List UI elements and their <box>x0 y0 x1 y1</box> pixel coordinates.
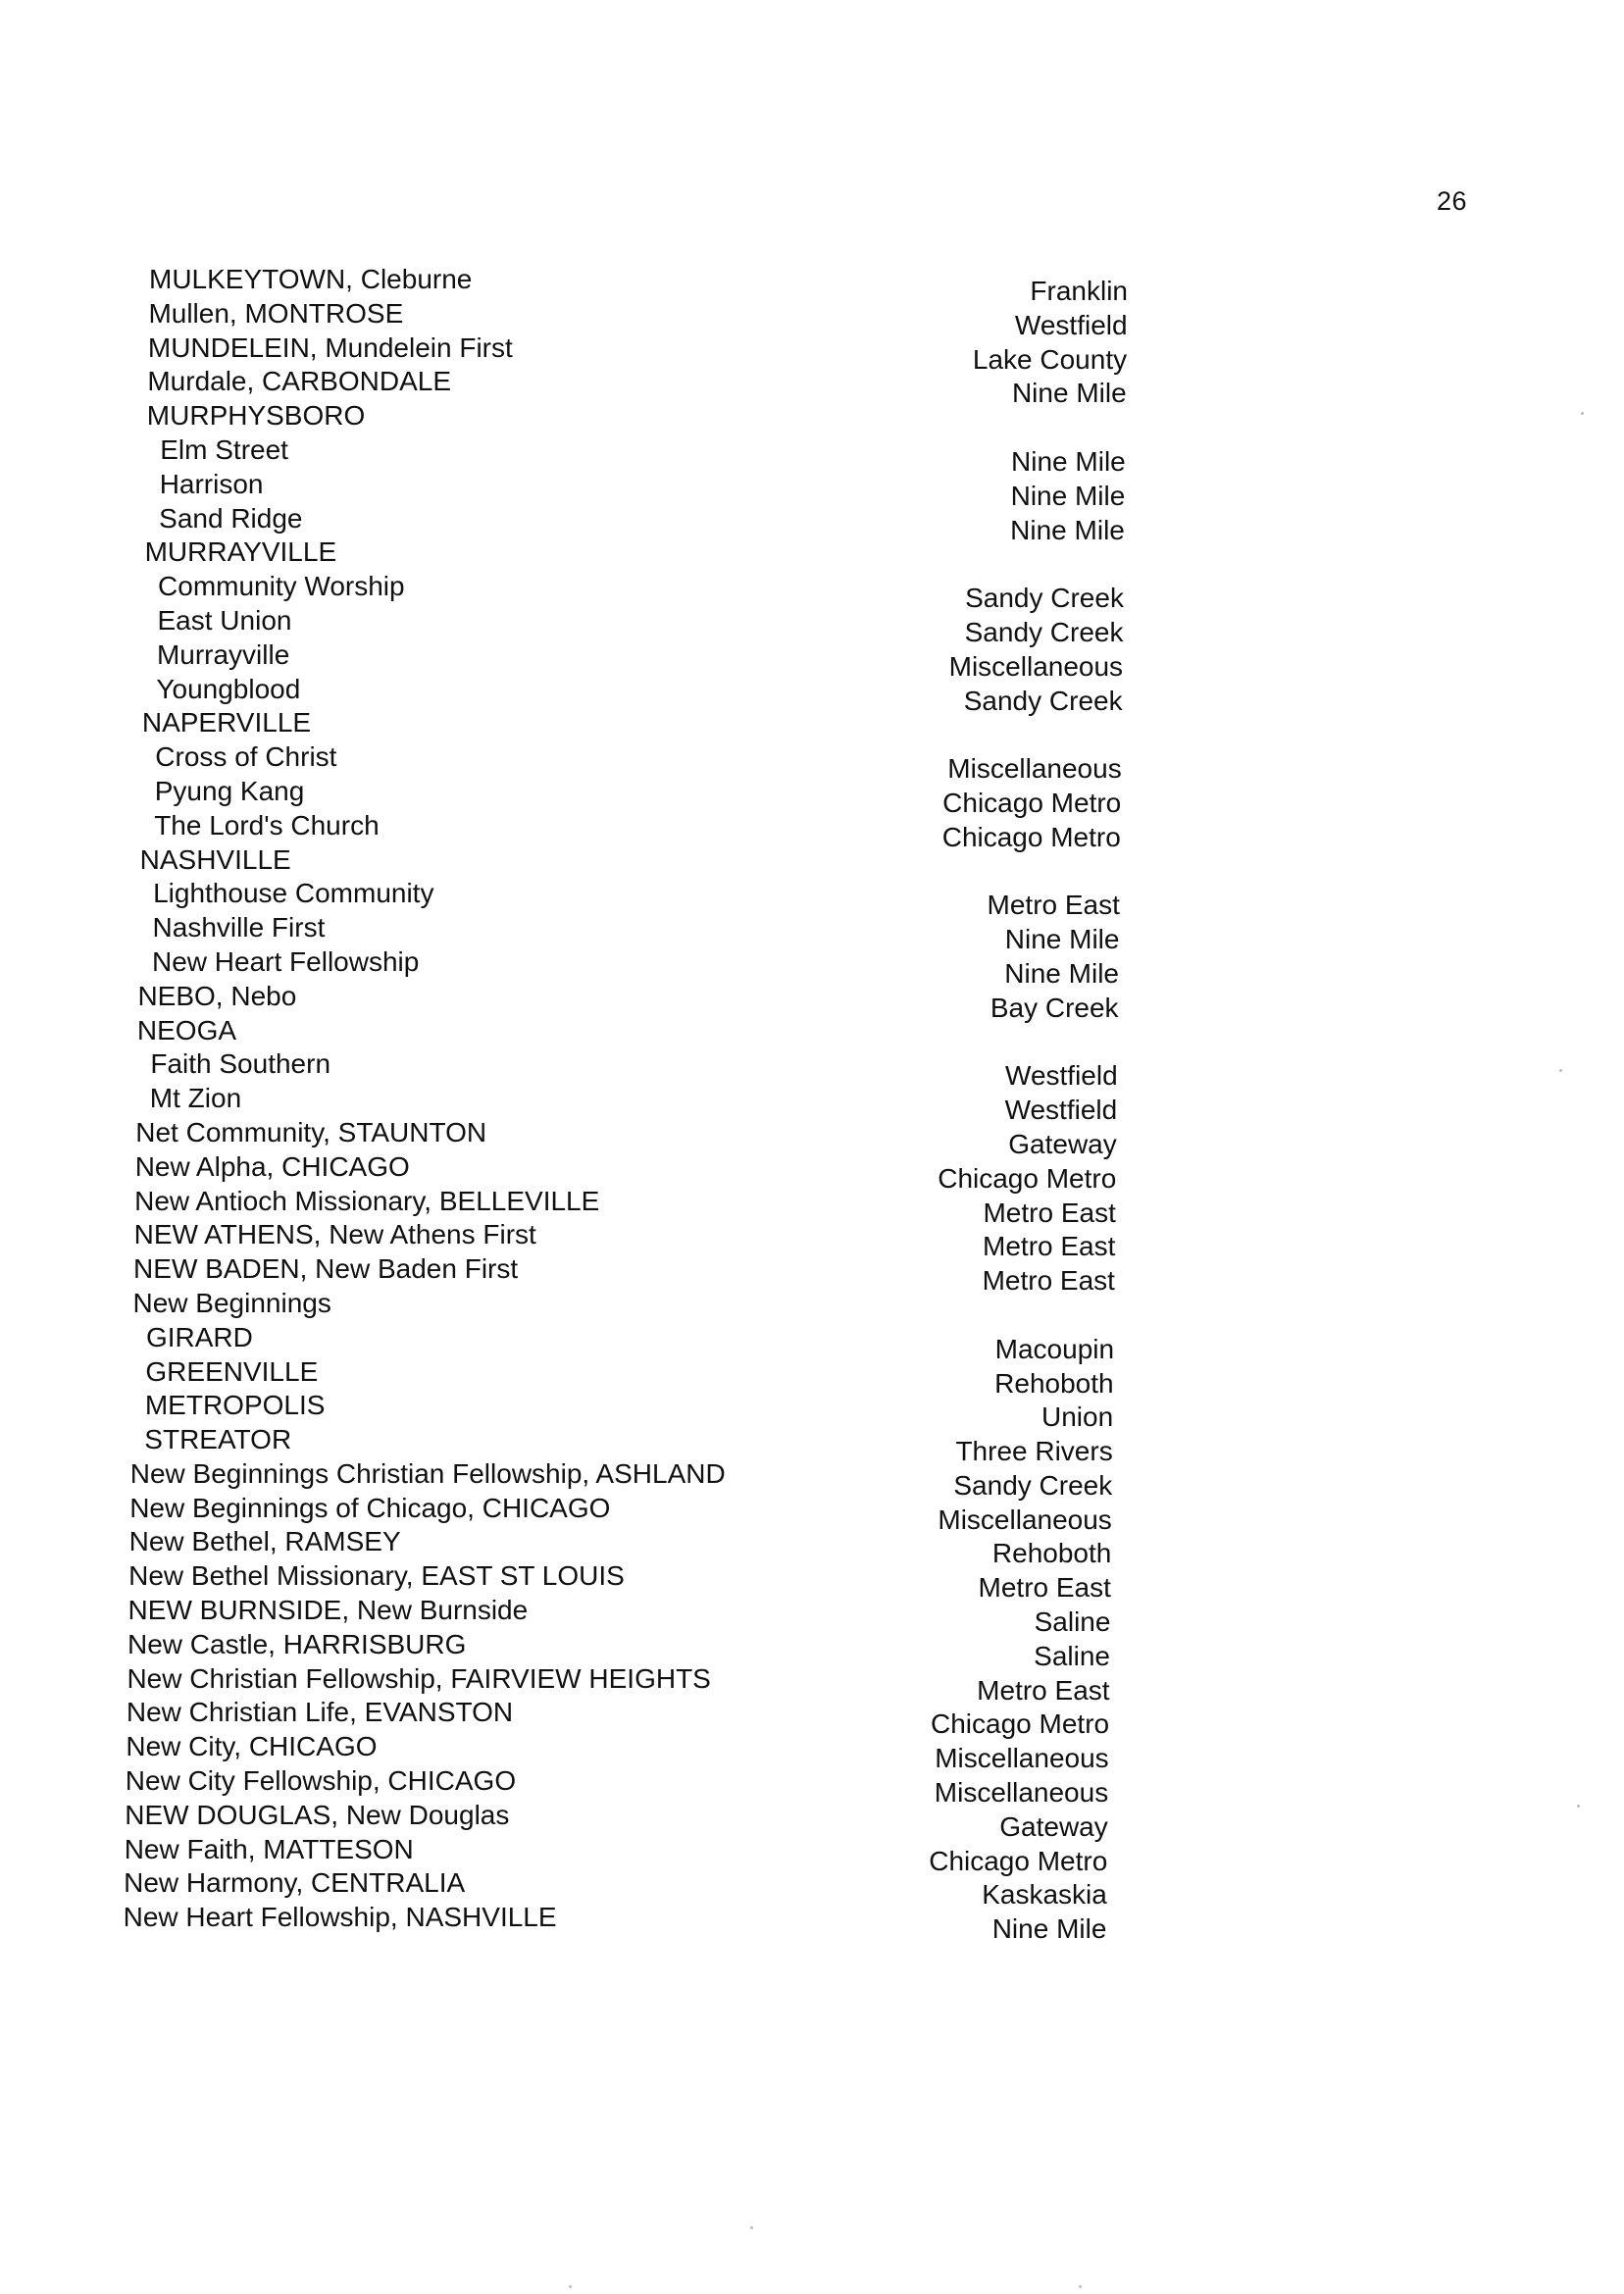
church-entry: New Harmony, CENTRALIA <box>124 1867 466 1899</box>
association-entry: Chicago Metro <box>938 1162 1117 1194</box>
church-entry: NEW BADEN, New Baden First <box>133 1253 519 1285</box>
church-sub-entry: Mt Zion <box>149 1083 242 1114</box>
scan-speck <box>750 2226 753 2229</box>
church-entry: NEOGA <box>136 1014 237 1045</box>
scan-speck <box>569 2285 572 2288</box>
church-entry: NEW BURNSIDE, New Burnside <box>127 1595 529 1626</box>
association-entry: Miscellaneous <box>947 753 1122 785</box>
church-sub-entry: GIRARD <box>145 1321 253 1352</box>
association-entry: Westfield <box>1014 309 1128 340</box>
association-entry: Chicago Metro <box>929 1845 1108 1876</box>
church-sub-entry: STREATOR <box>144 1424 292 1455</box>
church-sub-entry: Community Worship <box>158 571 405 602</box>
scan-speck <box>1079 2285 1082 2288</box>
association-entry: Sandy Creek <box>953 1469 1113 1501</box>
association-entry: Chicago Metro <box>941 821 1121 852</box>
scan-speck <box>1559 1069 1562 1072</box>
association-entry: Three Rivers <box>955 1436 1113 1467</box>
church-entry: MURRAYVILLE <box>144 536 337 568</box>
church-sub-entry: Cross of Christ <box>155 741 337 773</box>
association-entry: Nine Mile <box>1010 514 1125 545</box>
scan-speck <box>1581 412 1584 415</box>
church-sub-entry: Lighthouse Community <box>153 878 434 909</box>
association-entry: Gateway <box>1008 1128 1117 1159</box>
church-entry: New City, CHICAGO <box>126 1731 378 1762</box>
association-entry: Rehoboth <box>991 1538 1112 1569</box>
association-entry: Lake County <box>972 343 1128 375</box>
church-entry: NEW DOUGLAS, New Douglas <box>125 1799 510 1830</box>
association-entry: Metro East <box>983 1197 1116 1228</box>
association-entry: Miscellaneous <box>934 1777 1109 1809</box>
scan-speck <box>1577 1805 1580 1808</box>
page-number: 26 <box>1436 186 1467 216</box>
association-entry: Westfield <box>1005 1060 1118 1092</box>
church-sub-entry: Pyung Kang <box>154 775 305 806</box>
church-entry: New Faith, MATTESON <box>124 1833 414 1864</box>
row-spacer <box>843 547 1124 582</box>
association-entry: Nine Mile <box>1004 924 1120 955</box>
association-entry: Chicago Metro <box>942 787 1122 818</box>
church-entry: Mullen, MONTROSE <box>148 297 404 329</box>
church-sub-entry: Faith Southern <box>150 1048 331 1080</box>
row-spacer <box>843 411 1126 445</box>
association-column <box>843 275 1128 1947</box>
association-entry: Nine Mile <box>1011 378 1127 409</box>
church-sub-entry: Nashville First <box>152 912 326 943</box>
church-entry: Murdale, CARBONDALE <box>147 366 451 397</box>
church-entry: NASHVILLE <box>139 843 291 875</box>
row-spacer <box>843 855 1120 890</box>
association-entry: Metro East <box>982 1265 1115 1297</box>
church-entry: NEW ATHENS, New Athens First <box>133 1219 536 1250</box>
association-entry: Nine Mile <box>1011 445 1126 477</box>
association-entry: Rehoboth <box>994 1367 1114 1399</box>
church-sub-entry: Youngblood <box>156 673 301 704</box>
association-entry: Sandy Creek <box>963 685 1123 716</box>
association-entry: Miscellaneous <box>948 650 1124 682</box>
church-entry: New Alpha, CHICAGO <box>134 1150 410 1182</box>
church-entry: MURPHYSBORO <box>146 400 366 432</box>
association-entry: Franklin <box>1030 276 1128 306</box>
association-entry: Nine Mile <box>1004 957 1119 989</box>
church-sub-entry: Harrison <box>159 468 264 499</box>
association-entry: Gateway <box>999 1810 1108 1842</box>
church-sub-entry: GREENVILLE <box>145 1355 319 1387</box>
association-entry: Miscellaneous <box>935 1743 1109 1774</box>
church-entry: New Christian Fellowship, FAIRVIEW HEIGHTS <box>127 1662 711 1694</box>
association-entry: Nine Mile <box>991 1913 1107 1945</box>
church-entry: New Beginnings Christian Fellowship, ASHLAND <box>129 1457 726 1489</box>
church-entry: MUNDELEIN, Mundelein First <box>147 331 513 363</box>
church-entry: New Castle, HARRISBURG <box>127 1628 467 1659</box>
row-spacer <box>843 1299 1115 1333</box>
association-entry: Nine Mile <box>1010 480 1126 511</box>
church-sub-entry: METROPOLIS <box>144 1390 326 1421</box>
association-entry: Saline <box>1034 1640 1110 1671</box>
association-entry: Metro East <box>983 1231 1116 1262</box>
association-entry: Metro East <box>977 1674 1110 1706</box>
church-entry: New Beginnings <box>132 1287 331 1318</box>
association-entry: Metro East <box>978 1572 1111 1604</box>
association-entry: Saline <box>1034 1606 1111 1638</box>
church-entry: New City Fellowship, CHICAGO <box>125 1765 517 1797</box>
church-entry: Net Community, STAUNTON <box>135 1116 487 1147</box>
church-entry: MULKEYTOWN, Cleburne <box>149 264 473 294</box>
association-entry: Bay Creek <box>990 992 1119 1023</box>
church-sub-entry: New Heart Fellowship <box>152 945 420 977</box>
church-sub-entry: Elm Street <box>160 433 288 465</box>
church-sub-entry: East Union <box>157 604 292 636</box>
association-entry: Sandy Creek <box>964 616 1124 647</box>
church-entry: NEBO, Nebo <box>137 980 297 1011</box>
church-entry: New Beginnings of Chicago, CHICAGO <box>129 1492 611 1523</box>
church-entry: New Heart Fellowship, NASHVILLE <box>123 1902 557 1933</box>
church-name-column <box>118 263 824 1935</box>
association-entry: Chicago Metro <box>931 1708 1110 1740</box>
row-spacer <box>843 718 1122 752</box>
row-spacer <box>843 1026 1118 1060</box>
church-sub-entry: Murrayville <box>156 638 290 670</box>
association-entry: Union <box>1040 1402 1114 1433</box>
church-entry: New Bethel, RAMSEY <box>128 1526 401 1557</box>
church-entry: New Christian Life, EVANSTON <box>126 1697 514 1728</box>
association-entry: Kaskaskia <box>982 1879 1107 1911</box>
association-entry: Miscellaneous <box>938 1504 1112 1535</box>
association-entry: Sandy Creek <box>965 583 1124 614</box>
church-sub-entry: Sand Ridge <box>159 502 303 534</box>
association-entry: Westfield <box>1004 1095 1118 1126</box>
church-entry: New Antioch Missionary, BELLEVILLE <box>134 1185 600 1216</box>
church-entry: NAPERVILLE <box>141 707 312 739</box>
church-sub-entry: The Lord's Church <box>154 809 380 841</box>
association-entry: Macoupin <box>994 1333 1115 1364</box>
church-entry: New Bethel Missionary, EAST ST LOUIS <box>128 1560 625 1592</box>
association-entry: Metro East <box>987 890 1120 921</box>
